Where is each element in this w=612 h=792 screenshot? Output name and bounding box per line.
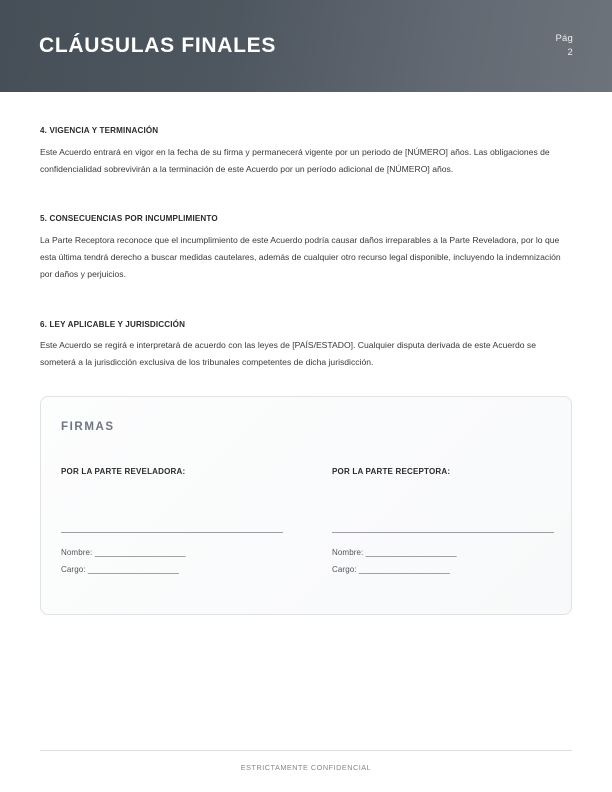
signature-block-disclosing — [61, 467, 283, 578]
signature-columns — [61, 467, 551, 578]
clause-heading-4: 4. VIGENCIA Y TERMINACIÓN — [40, 126, 159, 135]
signature-party-label-receiving: POR LA PARTE RECEPTORA: — [332, 466, 451, 476]
signature-name-field-disclosing[interactable]: Nombre: ____________________ — [61, 547, 186, 557]
signature-line-disclosing[interactable] — [61, 532, 283, 533]
page-label: Pág — [555, 33, 573, 45]
clause-section-6 — [40, 320, 572, 372]
signature-line-receiving[interactable] — [332, 532, 554, 533]
page-title: CLÁUSULAS FINALES — [39, 34, 277, 58]
signature-name-field-receiving[interactable]: Nombre: ____________________ — [332, 547, 457, 557]
signatures-panel — [40, 396, 572, 615]
signature-role-field-receiving[interactable]: Cargo: ____________________ — [332, 564, 450, 574]
clause-section-4 — [40, 126, 572, 178]
page-header — [0, 0, 612, 92]
page-indicator — [555, 32, 573, 60]
clause-text-6: Este Acuerdo se regirá e interpretará de acuerdo con las leyes de [PAÍS/ESTADO]. Cualquier disputa derivada de este Acuerdo se someterá a la jurisdicción exclusiva de los tribunales competentes de dicha jurisdicción. — [40, 340, 537, 368]
clause-heading-6: 6. LEY APLICABLE Y JURISDICCIÓN — [40, 319, 186, 329]
signature-block-receiving — [332, 467, 554, 578]
document-body — [0, 92, 612, 372]
confidentiality-notice: ESTRICTAMENTE CONFIDENCIAL — [240, 763, 372, 772]
signature-party-label-disclosing: POR LA PARTE REVELADORA: — [61, 466, 186, 476]
signature-role-field-disclosing[interactable]: Cargo: ____________________ — [61, 564, 179, 574]
clause-section-5 — [40, 214, 572, 283]
clause-text-4: Este Acuerdo entrará en vigor en la fecha de su firma y permanecerá vigente por un periodo de [NÚMERO] años. Las obligaciones de confidencialidad sobrevivirán a la terminación de este Acuerdo por un período adicional de [NÚMERO] años. — [40, 146, 550, 174]
signatures-title: FIRMAS — [61, 420, 115, 433]
clause-heading-5: 5. CONSECUENCIAS POR INCUMPLIMIENTO — [40, 214, 218, 224]
page-footer — [40, 750, 572, 772]
clause-text-5: La Parte Receptora reconoce que el incumplimiento de este Acuerdo podría causar daños irreparables a la Parte Reveladora, por lo que esta última tendrá derecho a buscar medidas cautelares, además de cualquier otro recurso legal disponible, incluyendo la indemnización por daños y perjuicios. — [40, 234, 561, 280]
page-number: 2 — [567, 47, 573, 58]
